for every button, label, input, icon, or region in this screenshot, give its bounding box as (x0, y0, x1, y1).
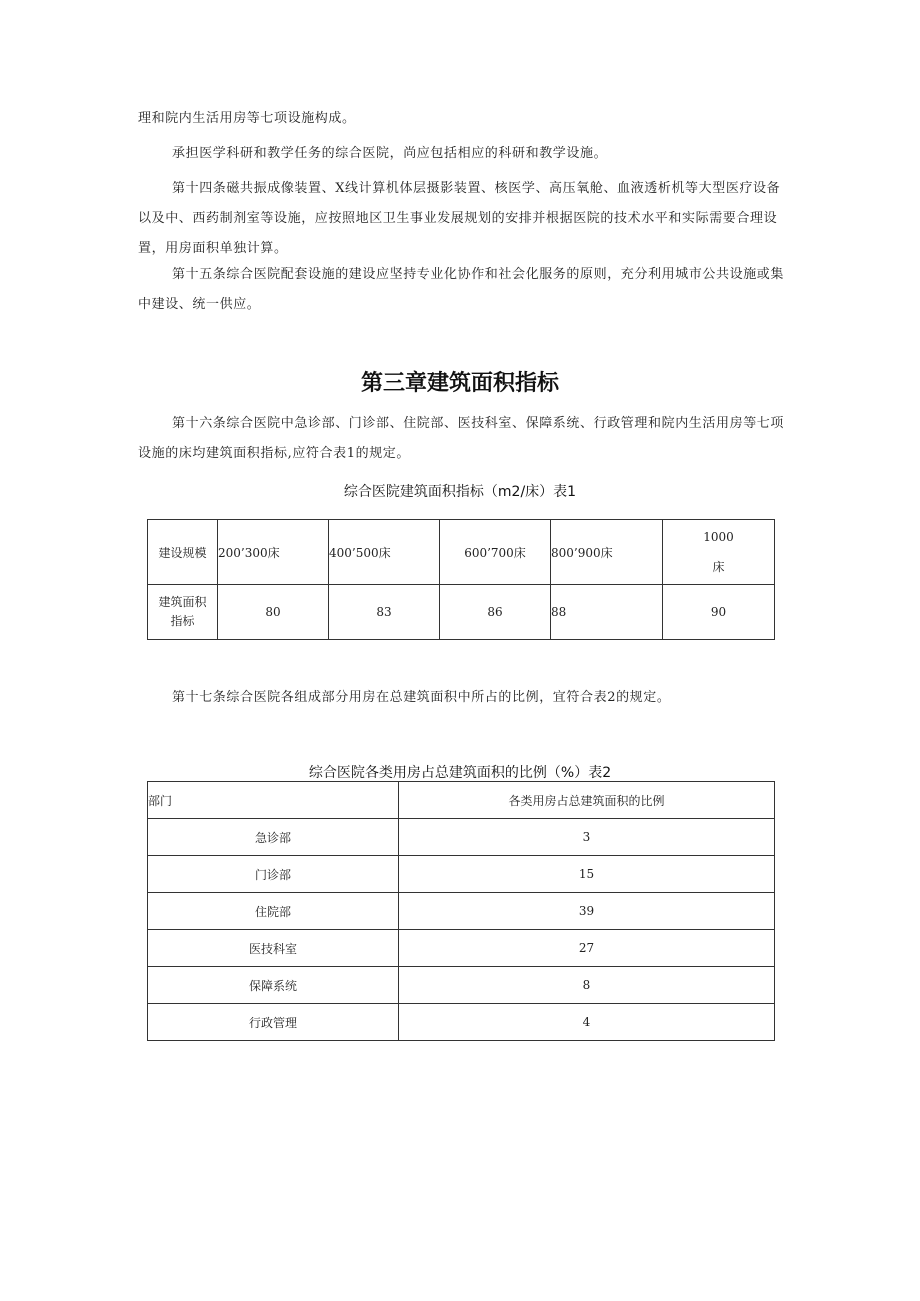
paragraph-article-16: 第十六条综合医院中急诊部、门诊部、住院部、医技科室、保障系统、行政管理和院内生活用房等七项设施的床均建筑面积指标,应符合表1的规定。 (138, 416, 785, 461)
department-cell: 门诊部 (148, 856, 399, 893)
table1-caption: 综合医院建筑面积指标（m2/床）表1 (343, 484, 577, 500)
value-cell: 90 (663, 585, 775, 640)
scale-cell-1000 (663, 520, 775, 585)
building-area-index-table (147, 519, 775, 640)
table-header-row (148, 782, 775, 819)
header-ratio: 各类用房占总建筑面积的比例 (399, 782, 775, 819)
ratio-cell: 3 (399, 819, 775, 856)
department-cell: 急诊部 (148, 819, 399, 856)
table-row (148, 819, 775, 856)
scale-1000-unit: 床 (712, 560, 725, 574)
value-cell: 86 (440, 585, 551, 640)
table-row (148, 893, 775, 930)
room-ratio-table (147, 781, 775, 1041)
table-row (148, 585, 775, 640)
table-row (148, 1004, 775, 1041)
paragraph-article-15: 第十五条综合医院配套设施的建设应坚持专业化协作和社会化服务的原则，充分利用城市公共设施或集中建设、统一供应。 (138, 267, 785, 312)
row-label-scale: 建设规模 (148, 520, 218, 585)
scale-cell: 400’500床 (329, 520, 440, 585)
department-cell: 行政管理 (148, 1004, 399, 1041)
value-cell: 80 (218, 585, 329, 640)
scale-cell-1000-content (703, 522, 734, 582)
ratio-cell: 27 (399, 930, 775, 967)
chapter-title: 第三章建筑面积指标 (360, 371, 559, 396)
table-row (148, 967, 775, 1004)
table2-caption: 综合医院各类用房占总建筑面积的比例（%）表2 (308, 765, 612, 781)
row-label-area-top: 建筑面积 (158, 595, 207, 609)
header-department: 部门 (148, 782, 399, 819)
paragraph-article-14: 第十四条磁共振成像装置、X线计算机体层摄影装置、核医学、高压氧舱、血液透析机等大型医疗设备以及中、西药制剂室等设施，应按照地区卫生事业发展规划的安排并根据医院的技术水平和实际需要合理设置，用房面积单独计算。 (138, 181, 781, 256)
ratio-cell: 4 (399, 1004, 775, 1041)
ratio-cell: 15 (399, 856, 775, 893)
department-cell: 医技科室 (148, 930, 399, 967)
table-row (148, 856, 775, 893)
value-cell: 88 (551, 585, 663, 640)
paragraph-research-teaching: 承担医学科研和教学任务的综合医院，尚应包括相应的科研和教学设施。 (172, 146, 608, 161)
value-cell: 83 (329, 585, 440, 640)
row-label-area-bottom: 指标 (170, 614, 195, 628)
scale-cell: 600’700床 (440, 520, 551, 585)
paragraph-article-17: 第十七条综合医院各组成部分用房在总建筑面积中所占的比例，宜符合表2的规定。 (172, 690, 671, 705)
scale-1000-number: 1000 (703, 530, 734, 544)
scale-cell: 200’300床 (218, 520, 329, 585)
row-label-area-index (148, 585, 218, 640)
table-row (148, 930, 775, 967)
department-cell: 保障系统 (148, 967, 399, 1004)
ratio-cell: 8 (399, 967, 775, 1004)
ratio-cell: 39 (399, 893, 775, 930)
scale-cell: 800’900床 (551, 520, 663, 585)
department-cell: 住院部 (148, 893, 399, 930)
table-row (148, 520, 775, 585)
paragraph-continuation: 理和院内生活用房等七项设施构成。 (138, 111, 356, 126)
